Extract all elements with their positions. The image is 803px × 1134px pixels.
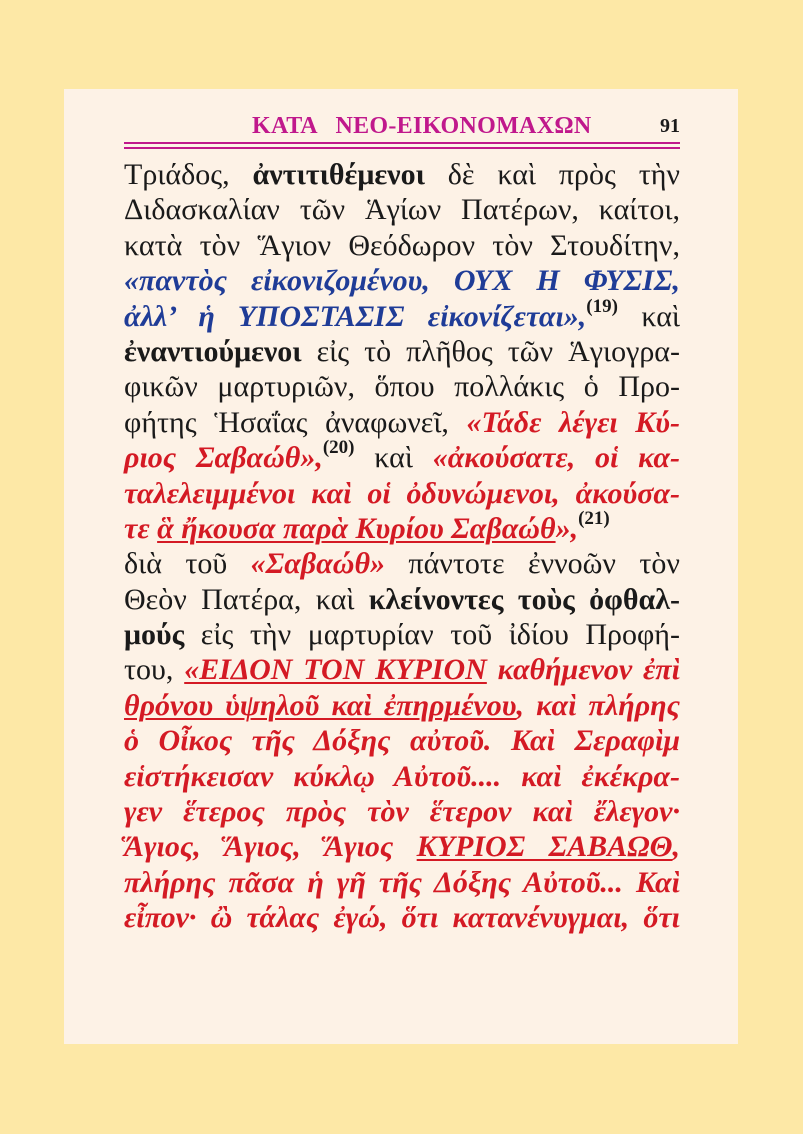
text-line <box>124 652 680 687</box>
text-span: εἰς τὸ πλῆθος τῶν Ἁγιογρα- <box>301 334 680 368</box>
underlined-quote: θρόνου ὑψηλοῦ καὶ ἐπηρμένου <box>124 688 517 722</box>
footnote-ref: (21) <box>578 507 610 529</box>
underlined-quote: ἃ ἤκουσα παρὰ Κυρίου Σαβαώθ <box>157 511 556 545</box>
header-rule-bottom <box>124 147 680 149</box>
text-span: φήτης Ἡσαΐας ἀναφωνεῖ, <box>124 405 467 439</box>
bold-term: κλείνοντες τοὺς ὀφθαλ- <box>368 582 680 616</box>
quote-line: ὁ Οἶκος τῆς Δόξης αὐτοῦ. Καὶ Σεραφὶμ <box>124 724 680 758</box>
text-line: φικῶν μαρτυριῶν, ὅπου πολλάκις ὁ Προ- <box>124 370 680 404</box>
quote-line: εἱστήκεισαν κύκλῳ Αὐτοῦ.... καὶ ἐκέκρα- <box>124 759 680 793</box>
quote-span: «Σαβαώθ» <box>250 547 386 581</box>
footnote-ref: (20) <box>322 437 355 459</box>
bold-term: ἐναντιούμενοι <box>124 334 302 368</box>
running-header-title: ΚΑΤΑ ΝΕΟ-ΕΙΚΟΝΟΜΑΧΩΝ <box>252 113 592 139</box>
text-line: Διδασκαλίαν τῶν Ἁγίων Πατέρων, καίτοι, <box>124 193 680 227</box>
text-line <box>124 688 680 723</box>
text-line <box>124 295 680 334</box>
header-rule-top <box>124 142 680 144</box>
quote-line: γεν ἕτερος πρὸς τὸν ἕτερον καὶ ἔλεγον· <box>124 795 680 829</box>
quote-line: πλήρης πᾶσα ἡ γῆ τῆς Δόξης Αὐτοῦ... Καὶ <box>124 865 680 899</box>
underlined-quote: ΚΥΡΙΟΣ ΣΑΒΑΩΘ <box>416 830 673 864</box>
quote-span: «ἀκούσατε, οἱ κα- <box>432 441 680 475</box>
text-line <box>124 437 680 475</box>
quote-span: », <box>555 511 579 545</box>
text-span: του, <box>124 653 185 687</box>
quote-span: καθήμενον ἐπὶ <box>486 653 681 687</box>
text-line <box>124 405 680 440</box>
page-number: 91 <box>660 115 680 137</box>
quote-line: ταλελειμμένοι καὶ οἱ ὀδυνώμενοι, ἀκούσα- <box>124 476 680 510</box>
text-span: καὶ <box>354 441 433 475</box>
text-line <box>124 617 680 652</box>
text-span: διὰ τοῦ <box>124 547 251 581</box>
text-line: κατὰ τὸν Ἅγιον Θεόδωρον τὸν Στουδίτην, <box>124 228 680 262</box>
quote-line: «παντὸς εἰκονιζομένου, ΟΥΧ Η ΦΥΣΙΣ, <box>124 264 680 298</box>
text-line <box>124 507 680 546</box>
quote-span: τε <box>124 511 158 545</box>
body-text <box>124 157 680 936</box>
text-line <box>124 546 680 581</box>
bold-term: μούς <box>124 618 185 652</box>
text-line <box>124 829 680 864</box>
text-span: πάντοτε ἐννοῶν τὸν <box>385 547 680 581</box>
text-span: καὶ <box>617 299 680 333</box>
quote-span: ἀλλ’ ἡ ΥΠΟΣΤΑΣΙΣ εἰκονίζεται», <box>124 299 587 333</box>
bold-term: ἀντιτιθέμενοι <box>252 158 425 191</box>
quote-span: , καὶ πλήρης <box>516 688 680 722</box>
text-span: εἰς τὴν μαρτυρίαν τοῦ ἰδίου Προφή- <box>184 618 680 652</box>
text-span: Τριάδος, <box>124 158 253 191</box>
text-line <box>124 334 680 369</box>
book-page <box>64 89 738 1044</box>
text-line <box>124 582 680 617</box>
quote-span: , <box>672 830 680 864</box>
quote-span: ριος Σαβαώθ», <box>124 441 323 475</box>
quote-span: Ἅγιος, Ἅγιος, Ἅγιος <box>124 830 417 864</box>
quote-line: εἶπον· ὢ τάλας ἐγώ, ὅτι κατανένυγμαι, ὅτι <box>124 901 680 935</box>
footnote-ref: (19) <box>586 295 618 317</box>
text-span: Θεὸν Πατέρα, καὶ <box>124 582 369 616</box>
text-line <box>124 157 680 192</box>
underlined-quote: «ΕΙΔΟΝ ΤΟΝ ΚΥΡΙΟΝ <box>184 653 487 687</box>
quote-span: «Τάδε λέγει Κύ- <box>466 405 680 439</box>
text-span: δὲ καὶ πρὸς τὴν <box>424 158 680 191</box>
